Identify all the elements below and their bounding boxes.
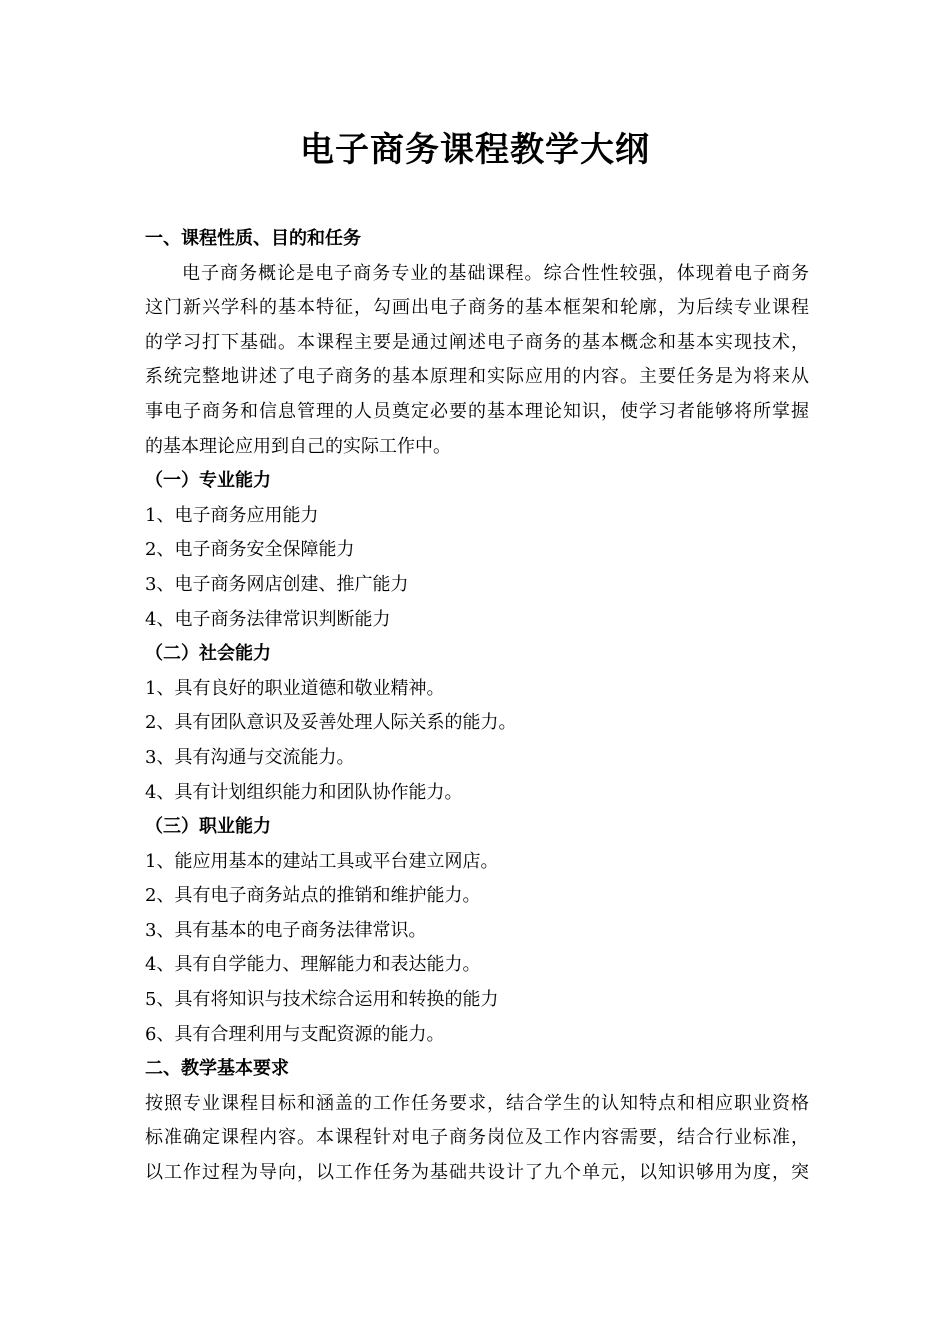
section-1-paragraph-line: 事电子商务和信息管理的人员奠定必要的基本理论知识，使学习者能够将所掌握 (145, 400, 809, 422)
list-item: 3、具有基本的电子商务法律常识。 (145, 919, 427, 941)
list-item: 2、具有电子商务站点的推销和维护能力。 (145, 885, 481, 907)
document-body (145, 222, 809, 1191)
section-2-paragraph-line: 标准确定课程内容。本课程针对电子商务岗位及工作内容需要，结合行业标准， (145, 1127, 809, 1149)
section-1-paragraph-line: 的基本理论应用到自己的实际工作中。 (145, 435, 451, 457)
list-item: 3、电子商务网店创建、推广能力 (145, 573, 409, 595)
list-item: 4、具有计划组织能力和团队协作能力。 (145, 781, 463, 803)
section-1-paragraph-line: 的学习打下基础。本课程主要是通过阐述电子商务的基本概念和基本实现技术， (145, 331, 809, 353)
section-2-heading: 二、教学基本要求 (145, 1058, 289, 1080)
list-item: 2、具有团队意识及妥善处理人际关系的能力。 (145, 712, 517, 734)
list-item: 5、具有将知识与技术综合运用和转换的能力 (145, 989, 499, 1011)
list-item: 1、具有良好的职业道德和敬业精神。 (145, 677, 445, 699)
vocational-ability-heading: （三）职业能力 (145, 816, 271, 838)
section-1-heading: 一、课程性质、目的和任务 (145, 228, 361, 249)
social-ability-heading: （二）社会能力 (145, 643, 271, 665)
list-item: 1、电子商务应用能力 (145, 504, 319, 526)
section-1-paragraph-line: 这门新兴学科的基本特征，勾画出电子商务的基本框架和轮廓，为后续专业课程 (145, 297, 809, 319)
list-item: 3、具有沟通与交流能力。 (145, 746, 355, 768)
list-item: 1、能应用基本的建站工具或平台建立网店。 (145, 850, 499, 872)
list-item: 2、电子商务安全保障能力 (145, 539, 355, 561)
document-title: 电子商务课程教学大纲 (300, 130, 650, 170)
professional-ability-heading: （一）专业能力 (145, 470, 271, 492)
list-item: 4、电子商务法律常识判断能力 (145, 608, 391, 630)
list-item: 6、具有合理利用与支配资源的能力。 (145, 1023, 445, 1045)
section-1-paragraph-line: 系统完整地讲述了电子商务的基本原理和实际应用的内容。主要任务是为将来从 (145, 366, 809, 388)
section-2-paragraph-line: 按照专业课程目标和涵盖的工作任务要求，结合学生的认知特点和相应职业资格 (145, 1092, 809, 1114)
section-1-paragraph-line: 电子商务概论是电子商务专业的基础课程。综合性性较强，体现着电子商务 (182, 262, 809, 284)
list-item: 4、具有自学能力、理解能力和表达能力。 (145, 954, 481, 976)
section-2-paragraph-line: 以工作过程为导向，以工作任务为基础共设计了九个单元，以知识够用为度，突 (145, 1162, 809, 1184)
